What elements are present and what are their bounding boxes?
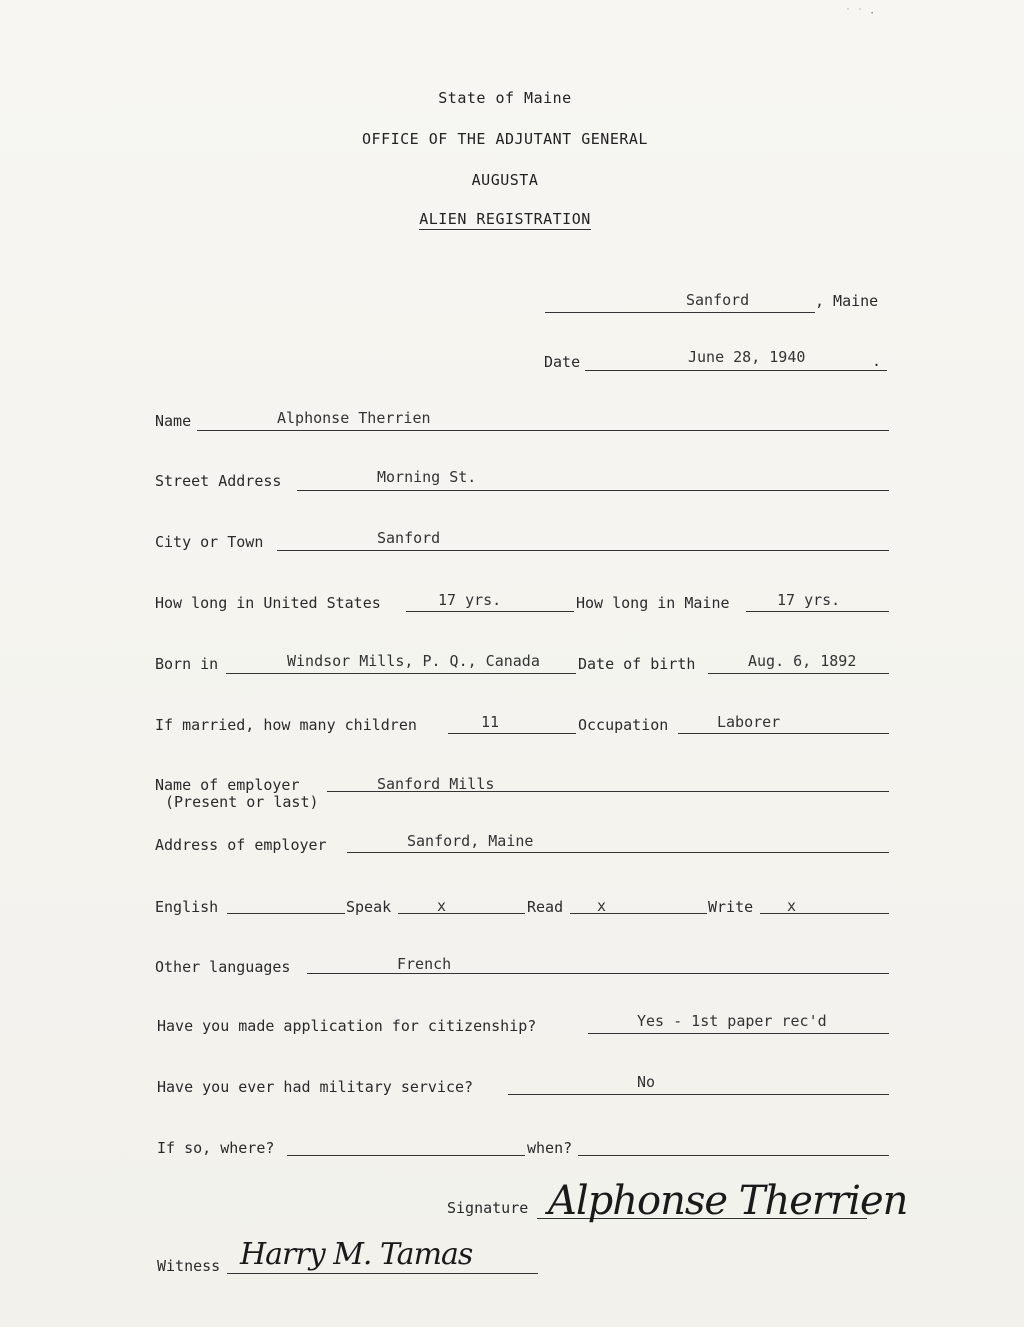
dob-label: Date of birth [578,655,696,673]
dob-line [708,673,889,674]
years-maine-line [746,611,889,612]
where-label: If so, where? [157,1139,275,1157]
occupation-line [678,733,889,734]
years-us-label: How long in United States [155,594,381,612]
employer-sublabel: (Present or last) [165,793,319,811]
state-suffix: , Maine [815,292,879,310]
citizenship-label: Have you made application for citizenship? [157,1017,537,1035]
header-state: State of Maine [438,89,572,107]
date-value: June 28, 1940 [688,348,806,366]
read-value: x [597,897,607,915]
signature-handwriting: Alphonse Therrien [548,1178,908,1224]
born-value: Windsor Mills, P. Q., Canada [287,652,540,670]
witness-line [227,1273,538,1274]
street-label: Street Address [155,472,282,490]
occupation-value: Laborer [717,713,781,731]
write-line [760,913,889,914]
write-value: x [787,897,797,915]
employer-address-label: Address of employer [155,836,327,854]
employer-label: Name of employer [155,776,300,794]
where-line [287,1155,525,1156]
occupation-label: Occupation [578,716,669,734]
signature-label: Signature [447,1199,529,1217]
name-label: Name [155,412,192,430]
street-line [297,490,889,491]
town-line [545,312,815,313]
form-title: ALIEN REGISTRATION [419,210,591,228]
speak-line [398,913,525,914]
children-label: If married, how many children [155,716,417,734]
children-value: 11 [481,713,500,731]
other-languages-value: French [397,955,452,973]
employer-address-value: Sanford, Maine [407,832,534,850]
write-label: Write [708,898,754,916]
other-languages-label: Other languages [155,958,291,976]
born-line [226,673,576,674]
city-label: City or Town [155,533,264,551]
name-line [197,430,889,431]
years-us-line [406,611,574,612]
town-value: Sanford [686,291,750,309]
other-languages-line [307,973,889,974]
speak-value: x [437,897,447,915]
street-value: Morning St. [377,468,477,486]
citizenship-value: Yes - 1st paper rec'd [637,1012,827,1030]
witness-label: Witness [157,1257,221,1275]
witness-handwriting: Harry M. Tamas [240,1237,473,1272]
date-line [585,370,887,371]
born-label: Born in [155,655,219,673]
years-maine-value: 17 yrs. [777,591,841,609]
dob-value: Aug. 6, 1892 [748,652,857,670]
speak-label: Speak [346,898,392,916]
scan-speck: ˙ ˙ · [845,8,876,19]
employer-value: Sanford Mills [377,775,495,793]
english-label: English [155,898,219,916]
read-label: Read [527,898,564,916]
when-line [578,1155,889,1156]
years-maine-label: How long in Maine [576,594,730,612]
header-office: OFFICE OF THE ADJUTANT GENERAL [362,130,648,148]
header-city: AUGUSTA [471,171,539,189]
date-end: . [872,352,882,370]
citizenship-line [588,1033,889,1034]
military-value: No [637,1073,656,1091]
military-label: Have you ever had military service? [157,1078,474,1096]
name-value: Alphonse Therrien [277,409,431,427]
city-value: Sanford [377,529,441,547]
date-label: Date [544,353,581,371]
employer-address-line [347,852,889,853]
read-line [570,913,707,914]
children-line [448,733,576,734]
city-line [277,550,889,551]
english-line [227,913,345,914]
military-line [508,1094,889,1095]
when-label: when? [527,1139,573,1157]
years-us-value: 17 yrs. [438,591,502,609]
